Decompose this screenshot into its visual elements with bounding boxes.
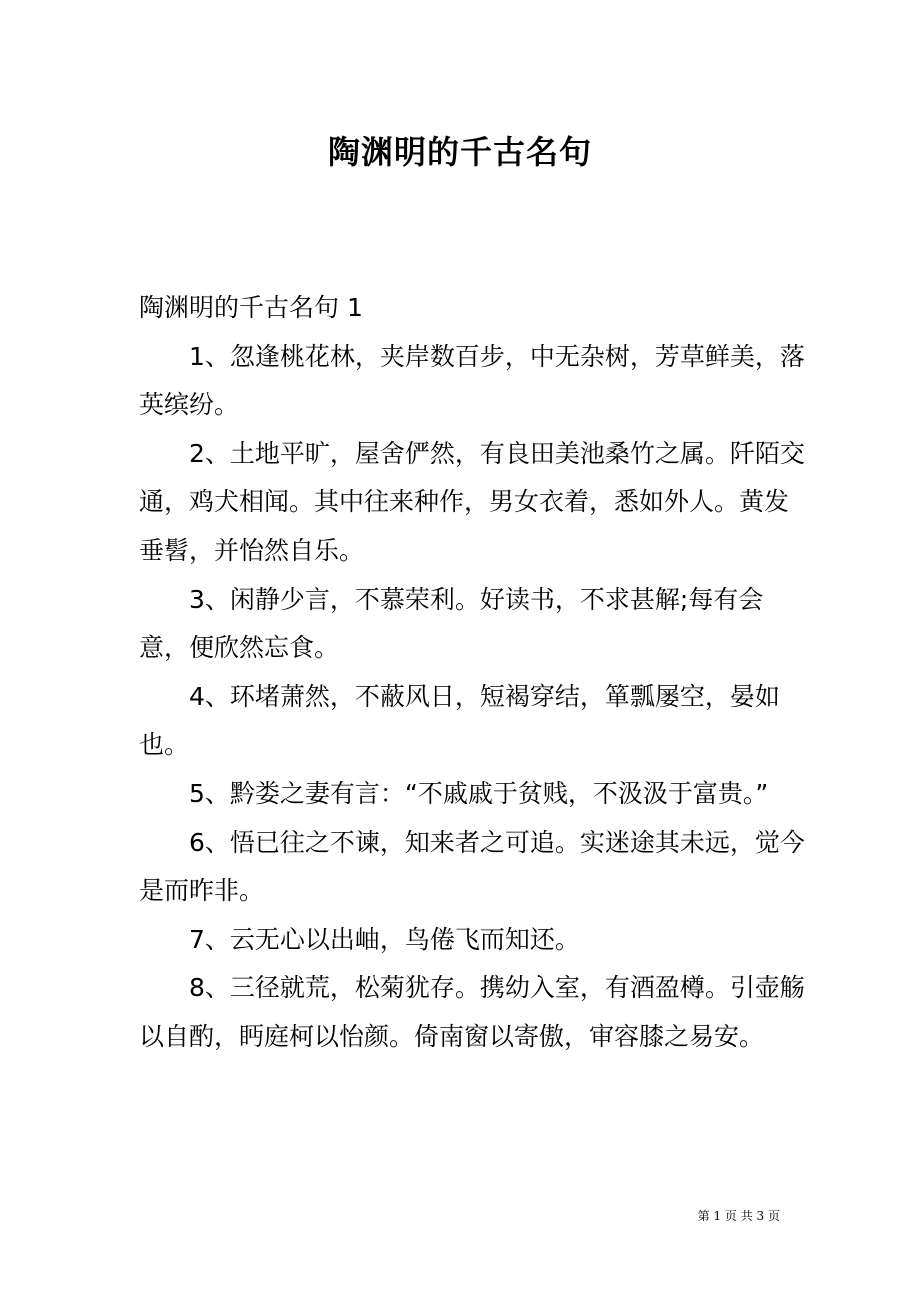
paragraph-8: 8、三径就荒，松菊犹存。携幼入室，有酒盈樽。引壶觞以自酌，眄庭柯以怡颜。倚南窗以寄傲，审容膝之易安。 bbox=[139, 973, 805, 1051]
paragraph-5: 5、黔娄之妻有言：“不戚戚于贫贱，不汲汲于富贵。” bbox=[189, 778, 769, 808]
paragraph-4: 4、环堵萧然，不蔽风日，短褐穿结，箪瓢屡空，晏如也。 bbox=[139, 681, 780, 760]
document-body bbox=[139, 284, 809, 1062]
page-number-footer: 第 1 页 共 3 页 bbox=[697, 1209, 780, 1223]
paragraph-6: 6、悟已往之不谏，知来者之可追。实迷途其未远，觉今是而昨非。 bbox=[139, 827, 805, 906]
paragraph-2: 2、土地平旷，屋舍俨然，有良田美池桑竹之属。阡陌交通，鸡犬相闻。其中往来种作，男女衣着，悉如外人。黄发垂髫，并怡然自乐。 bbox=[139, 438, 805, 565]
section-heading: 陶渊明的千古名句 1 bbox=[139, 293, 363, 322]
paragraph-3: 3、闲静少言，不慕荣利。好读书，不求甚解;每有会意，便欣然忘食。 bbox=[139, 584, 764, 663]
paragraph-7: 7、云无心以出岫，鸟倦飞而知还。 bbox=[189, 924, 580, 954]
paragraph-1: 1、忽逢桃花林，夹岸数百步，中无杂树，芳草鲜美，落英缤纷。 bbox=[139, 341, 805, 420]
page-title: 陶渊明的千古名句 bbox=[327, 133, 592, 171]
